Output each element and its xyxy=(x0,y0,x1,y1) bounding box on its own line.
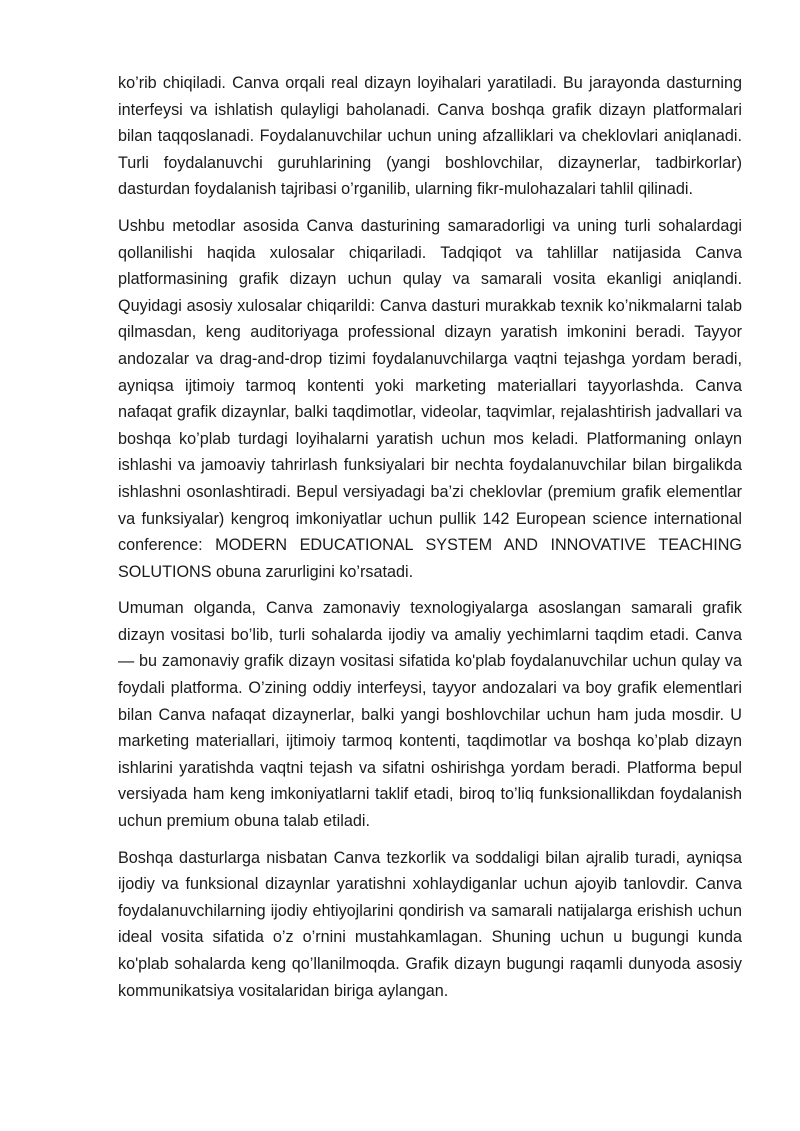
paragraph-4: Boshqa dasturlarga nisbatan Canva tezkorlik va soddaligi bilan ajralib turadi, ayniqsa ijodiy va funksional dizaynlar yaratishni xohlaydiganlar uchun ajoyib tanlovdir. Canva foydalanuvchilarning ijodiy ehtiyojlarini qondirish va samarali natijalarga erishish uchun ideal vosita sifatida o’z o’rnini mustahkamlagan. Shuning uchun u bugungi kunda ko'plab sohalarda keng qo’llanilmoqda. Grafik dizayn bugungi raqamli dunyoda asosiy kommunikatsiya vositalaridan biriga aylangan. xyxy=(118,848,742,1000)
document-page xyxy=(118,70,742,1004)
paragraph-1: ko’rib chiqiladi. Canva orqali real dizayn loyihalari yaratiladi. Bu jarayonda dasturning interfeysi va ishlatish qulayligi baholanadi. Canva boshqa grafik dizayn platformalari bilan taqqoslanadi. Foydalanuvchilar uchun uning afzalliklari va cheklovlari aniqlanadi. Turli foydalanuvchi guruhlarining (yangi boshlovchilar, dizaynerlar, tadbirkorlar) dasturdan foydalanish tajribasi o’rganilib, ularning fikr-mulohazalari tahlil qilinadi. xyxy=(118,74,742,199)
paragraph-2: Ushbu metodlar asosida Canva dasturining samaradorligi va uning turli sohalardagi qollanilishi haqida xulosalar chiqariladi. Tadqiqot va tahlillar natijasida Canva platformasining grafik dizayn uchun qulay va samarali vosita ekanligi aniqlandi. Quyidagi asosiy xulosalar chiqarildi: Canva dasturi murakkab texnik ko’nikmalarni talab qilmasdan, keng auditoriyaga professional dizayn yaratish imkonini beradi. Tayyor andozalar va drag-and-drop tizimi foydalanuvchilarga vaqtni tejashga yordam beradi, ayniqsa ijtimoiy tarmoq kontenti yoki marketing materiallari tayyorlashda. Canva nafaqat grafik dizaynlar, balki taqdimotlar, videolar, taqvimlar, rejalashtirish jadvallari va boshqa ko’plab turdagi loyihalarni yaratish uchun mos keladi. Platformaning onlayn ishlashi va jamoaviy tahrirlash funksiyalari bir nechta foydalanuvchilar bilan birgalikda ishlashni osonlashtiradi. Bepul versiyadagi ba’zi cheklovlar (premium grafik elementlar va funksiyalar) kengroq imkoniyatlar uchun pullik 142 European science international conference: MODERN EDUCATIONAL SYSTEM AND INNOVATIVE TEACHING SOLUTIONS obuna zarurligini ko’rsatadi. xyxy=(118,216,742,581)
paragraph-3: Umuman olganda, Canva zamonaviy texnologiyalarga asoslangan samarali grafik dizayn vositasi bo’lib, turli sohalarda ijodiy va amaliy yechimlarni taqdim etadi. Canva — bu zamonaviy grafik dizayn vositasi sifatida ko'plab foydalanuvchilar uchun qulay va foydali platforma. O’zining oddiy interfeysi, tayyor andozalari va boy grafik elementlari bilan Canva nafaqat dizaynerlar, balki yangi boshlovchilar uchun ham juda mosdir. U marketing materiallari, ijtimoiy tarmoq kontenti, taqdimotlar va boshqa ko’plab dizayn ishlarini yaratishda vaqtni tejash va sifatni oshirishga yordam beradi. Platforma bepul versiyada ham keng imkoniyatlarni taklif etadi, biroq to’liq funksionallikdan foydalanish uchun premium obuna talab etiladi. xyxy=(118,599,742,831)
